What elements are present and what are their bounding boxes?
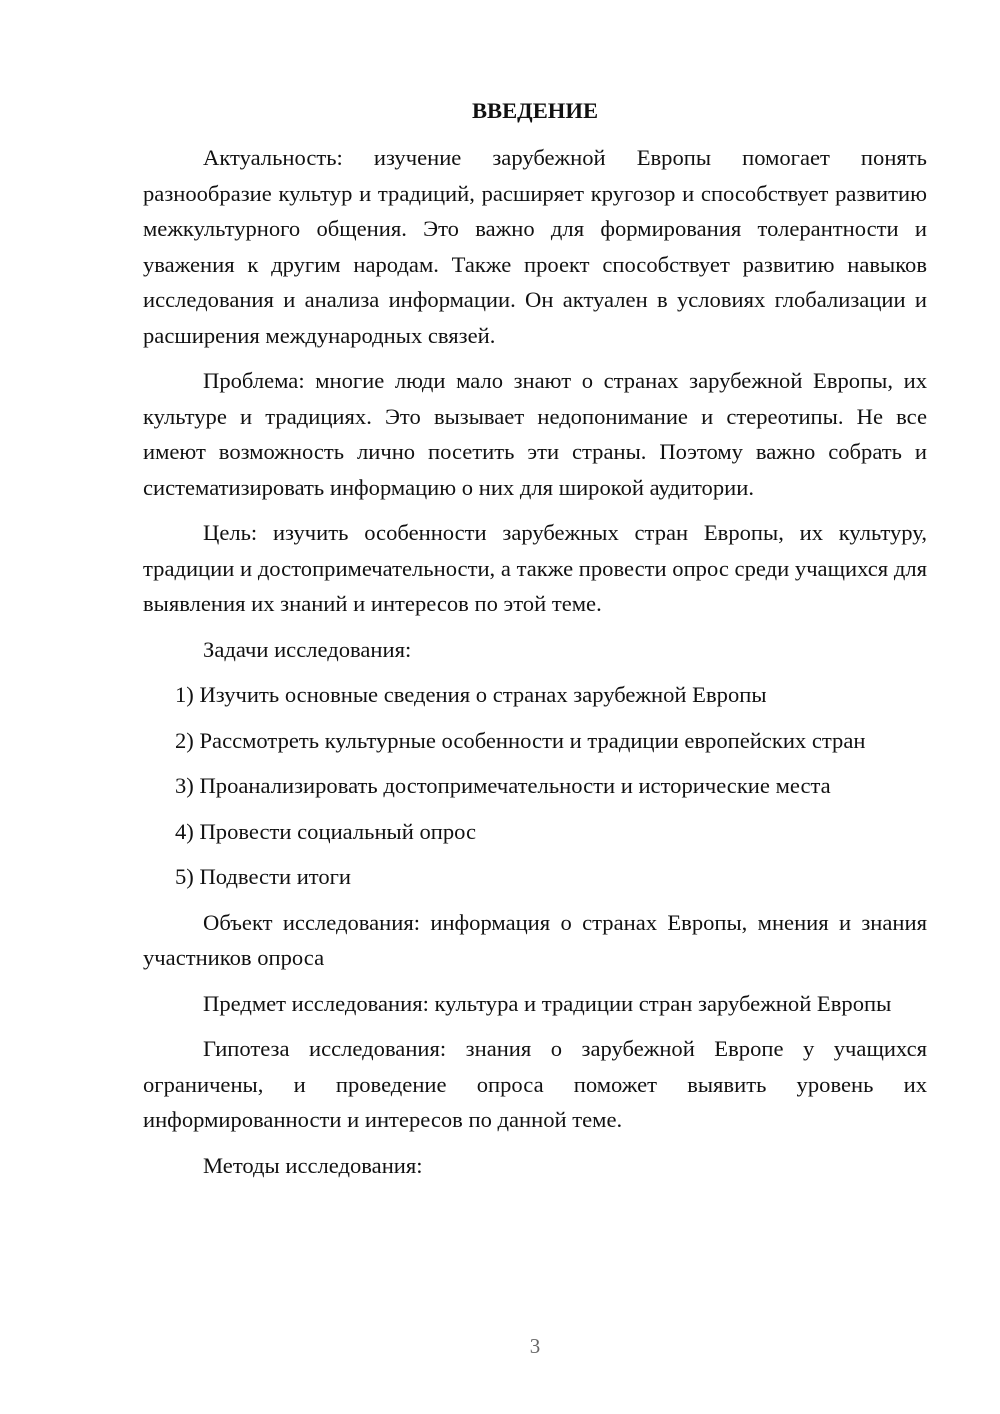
relevance-paragraph: Актуальность: изучение зарубежной Европы помогает понять разнообразие культур и традиций, расширяет кругозор и способствует развитию межкультурного общения. Это важно для формирования толерантности и уважения к другим народам. Также проект способствует развитию навыков исследования и анализа информации. Он актуален в условиях глобализации и расширения международных связей. (143, 145, 927, 348)
subject-paragraph: Предмет исследования: культура и традиции стран зарубежной Европы (203, 990, 892, 1016)
task-item: 4) Провести социальный опрос (175, 818, 477, 844)
tasks-title: Задачи исследования: (203, 636, 412, 662)
task-item: 3) Проанализировать достопримечательности и исторические места (175, 773, 831, 798)
task-item: 1) Изучить основные сведения о странах зарубежной Европы (175, 682, 767, 707)
hypothesis-paragraph: Гипотеза исследования: знания о зарубежной Европе у учащихся ограничены, и проведение опроса поможет выявить уровень их информированности и интересов по данной теме. (143, 1036, 927, 1132)
task-item: 5) Подвести итоги (175, 864, 352, 889)
object-paragraph: Объект исследования: информация о странах Европы, мнения и знания участников опроса (143, 909, 927, 970)
goal-paragraph: Цель: изучить особенности зарубежных стран Европы, их культуру, традиции и достопримечательности, а также провести опрос среди учащихся для выявления их знаний и интересов по этой теме. (143, 520, 927, 616)
methods-title: Методы исследования: (203, 1152, 423, 1178)
page-number: 3 (529, 1334, 541, 1358)
task-item: 2) Рассмотреть культурные особенности и традиции европейских стран (175, 727, 866, 753)
section-heading: ВВЕДЕНИЕ (471, 98, 599, 123)
problem-paragraph: Проблема: многие люди мало знают о странах зарубежной Европы, их культуре и традициях. Это вызывает недопонимание и стереотипы. Не все имеют возможность лично посетить эти страны. Поэтому важно собрать и систематизировать информацию о них для широкой аудитории. (143, 368, 927, 500)
page-content (143, 96, 927, 1193)
